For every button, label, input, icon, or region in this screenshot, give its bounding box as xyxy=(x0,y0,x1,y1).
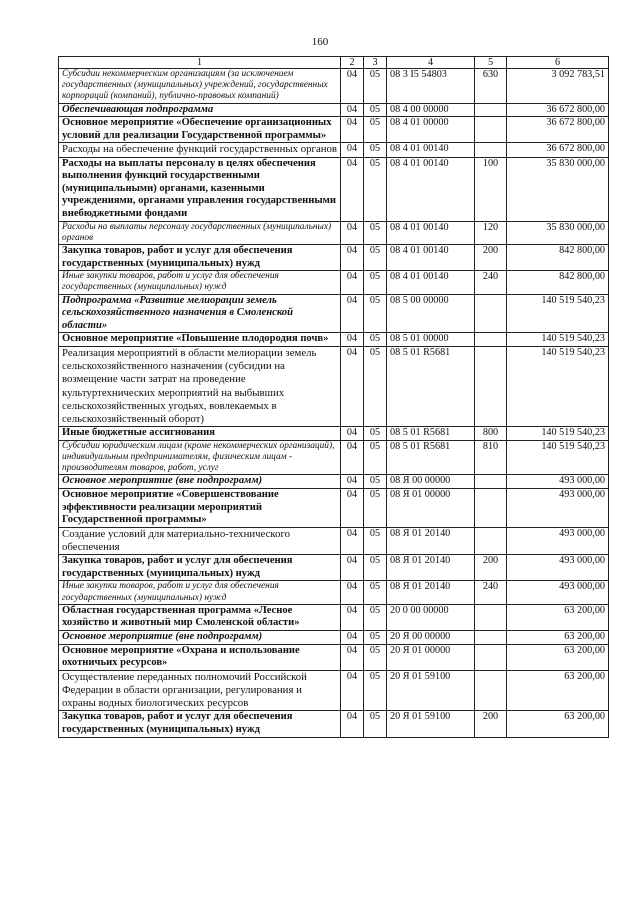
section-code-cell: 04 xyxy=(341,271,364,294)
amount-cell: 140 519 540,23 xyxy=(507,427,609,441)
target-article-cell: 08 Я 01 20140 xyxy=(387,527,475,554)
table-row xyxy=(59,527,609,554)
section-code-cell: 04 xyxy=(341,333,364,347)
table-row xyxy=(59,488,609,527)
subsection-code-cell: 05 xyxy=(364,488,387,527)
section-code-cell: 04 xyxy=(341,103,364,117)
row-name-cell: Субсидии некоммерческим организациям (за исключением государственных (муниципальных) учреждений, государственных корпораций (компаний), публично-правовых компаний) xyxy=(59,69,341,104)
row-name-cell: Обеспечивающая подпрограмма xyxy=(59,103,341,117)
target-article-cell: 08 4 00 00000 xyxy=(387,103,475,117)
subsection-code-cell: 05 xyxy=(364,527,387,554)
section-code-cell: 04 xyxy=(341,143,364,157)
row-name-cell: Основное мероприятие «Охрана и использование охотничьих ресурсов» xyxy=(59,644,341,670)
table-row xyxy=(59,271,609,294)
amount-cell: 63 200,00 xyxy=(507,711,609,737)
section-code-cell: 04 xyxy=(341,440,364,475)
expense-type-cell: 810 xyxy=(475,440,507,475)
section-code-cell: 04 xyxy=(341,630,364,644)
section-code-cell: 04 xyxy=(341,670,364,711)
amount-cell: 140 519 540,23 xyxy=(507,294,609,333)
row-name-cell: Основное мероприятие «Обеспечение организационных условий для реализации Государственной программы» xyxy=(59,117,341,143)
target-article-cell: 20 0 00 00000 xyxy=(387,604,475,630)
target-article-cell: 08 3 I5 54803 xyxy=(387,69,475,104)
section-code-cell: 04 xyxy=(341,244,364,270)
table-row xyxy=(59,294,609,333)
subsection-code-cell: 05 xyxy=(364,346,387,426)
subsection-code-cell: 05 xyxy=(364,427,387,441)
target-article-cell: 08 Я 01 00000 xyxy=(387,488,475,527)
row-name-cell: Субсидии юридическим лицам (кроме некоммерческих организаций), индивидуальным предпринимателям, физическим лицам - производителям товаров, работ, услуг xyxy=(59,440,341,475)
table-header-row xyxy=(59,57,609,69)
amount-cell: 63 200,00 xyxy=(507,644,609,670)
expense-type-cell xyxy=(475,527,507,554)
section-code-cell: 04 xyxy=(341,294,364,333)
expense-type-cell xyxy=(475,294,507,333)
budget-table xyxy=(58,56,609,738)
subsection-code-cell: 05 xyxy=(364,143,387,157)
table-body xyxy=(59,69,609,738)
row-name-cell: Создание условий для материально-технического обеспечения xyxy=(59,527,341,554)
target-article-cell: 08 4 01 00140 xyxy=(387,143,475,157)
row-name-cell: Закупка товаров, работ и услуг для обеспечения государственных (муниципальных) нужд xyxy=(59,244,341,270)
section-code-cell: 04 xyxy=(341,581,364,604)
subsection-code-cell: 05 xyxy=(364,440,387,475)
subsection-code-cell: 05 xyxy=(364,581,387,604)
table-row xyxy=(59,333,609,347)
target-article-cell: 08 4 01 00140 xyxy=(387,157,475,221)
section-code-cell: 04 xyxy=(341,604,364,630)
section-code-cell: 04 xyxy=(341,157,364,221)
expense-type-cell xyxy=(475,346,507,426)
section-code-cell: 04 xyxy=(341,221,364,244)
expense-type-cell: 200 xyxy=(475,711,507,737)
row-name-cell: Закупка товаров, работ и услуг для обеспечения государственных (муниципальных) нужд xyxy=(59,555,341,581)
target-article-cell: 20 Я 01 59100 xyxy=(387,670,475,711)
amount-cell: 140 519 540,23 xyxy=(507,333,609,347)
target-article-cell: 08 4 01 00140 xyxy=(387,244,475,270)
row-name-cell: Осуществление переданных полномочий Российской Федерации в области организации, регулирования и охраны водных биологических ресурсов xyxy=(59,670,341,711)
row-name-cell: Расходы на обеспечение функций государственных органов xyxy=(59,143,341,157)
target-article-cell: 08 4 01 00140 xyxy=(387,271,475,294)
target-article-cell: 08 Я 01 20140 xyxy=(387,581,475,604)
amount-cell: 35 830 000,00 xyxy=(507,221,609,244)
amount-cell: 493 000,00 xyxy=(507,555,609,581)
amount-cell: 63 200,00 xyxy=(507,670,609,711)
subsection-code-cell: 05 xyxy=(364,555,387,581)
row-name-cell: Расходы на выплаты персоналу в целях обеспечения выполнения функций государственными (муниципальными) органами, казенными учреждениями, органами управления государственными внебюджетными фондами xyxy=(59,157,341,221)
row-name-cell: Закупка товаров, работ и услуг для обеспечения государственных (муниципальных) нужд xyxy=(59,711,341,737)
subsection-code-cell: 05 xyxy=(364,475,387,489)
table-row xyxy=(59,711,609,737)
section-code-cell: 04 xyxy=(341,711,364,737)
amount-cell: 3 092 783,51 xyxy=(507,69,609,104)
table-row xyxy=(59,117,609,143)
table-row xyxy=(59,604,609,630)
expense-type-cell: 240 xyxy=(475,581,507,604)
expense-type-cell xyxy=(475,630,507,644)
row-name-cell: Основное мероприятие «Совершенствование эффективности реализации мероприятий Государственной программы» xyxy=(59,488,341,527)
target-article-cell: 08 5 01 R5681 xyxy=(387,346,475,426)
row-name-cell: Основное мероприятие (вне подпрограмм) xyxy=(59,475,341,489)
expense-type-cell: 200 xyxy=(475,244,507,270)
subsection-code-cell: 05 xyxy=(364,117,387,143)
row-name-cell: Основное мероприятие (вне подпрограмм) xyxy=(59,630,341,644)
row-name-cell: Иные закупки товаров, работ и услуг для обеспечения государственных (муниципальных) нужд xyxy=(59,271,341,294)
subsection-code-cell: 05 xyxy=(364,221,387,244)
column-header-6: 6 xyxy=(507,57,609,69)
row-name-cell: Подпрограмма «Развитие мелиорации земель сельскохозяйственного назначения в Смоленской области» xyxy=(59,294,341,333)
amount-cell: 140 519 540,23 xyxy=(507,346,609,426)
target-article-cell: 08 5 01 R5681 xyxy=(387,427,475,441)
target-article-cell: 08 5 01 00000 xyxy=(387,333,475,347)
table-row xyxy=(59,555,609,581)
column-header-4: 4 xyxy=(387,57,475,69)
expense-type-cell xyxy=(475,103,507,117)
expense-type-cell xyxy=(475,488,507,527)
subsection-code-cell: 05 xyxy=(364,670,387,711)
expense-type-cell xyxy=(475,475,507,489)
section-code-cell: 04 xyxy=(341,346,364,426)
table-row xyxy=(59,143,609,157)
table-row xyxy=(59,69,609,104)
amount-cell: 493 000,00 xyxy=(507,488,609,527)
expense-type-cell: 100 xyxy=(475,157,507,221)
table-row xyxy=(59,103,609,117)
amount-cell: 493 000,00 xyxy=(507,475,609,489)
expense-type-cell xyxy=(475,117,507,143)
column-header-1: 1 xyxy=(59,57,341,69)
amount-cell: 63 200,00 xyxy=(507,604,609,630)
row-name-cell: Областная государственная программа «Лесное хозяйство и животный мир Смоленской области» xyxy=(59,604,341,630)
amount-cell: 36 672 800,00 xyxy=(507,103,609,117)
amount-cell: 493 000,00 xyxy=(507,527,609,554)
target-article-cell: 08 5 01 R5681 xyxy=(387,440,475,475)
subsection-code-cell: 05 xyxy=(364,711,387,737)
subsection-code-cell: 05 xyxy=(364,103,387,117)
subsection-code-cell: 05 xyxy=(364,69,387,104)
column-header-2: 2 xyxy=(341,57,364,69)
expense-type-cell xyxy=(475,143,507,157)
subsection-code-cell: 05 xyxy=(364,604,387,630)
table-row xyxy=(59,440,609,475)
expense-type-cell: 630 xyxy=(475,69,507,104)
table-row xyxy=(59,157,609,221)
section-code-cell: 04 xyxy=(341,644,364,670)
section-code-cell: 04 xyxy=(341,488,364,527)
expense-type-cell: 120 xyxy=(475,221,507,244)
subsection-code-cell: 05 xyxy=(364,271,387,294)
expense-type-cell: 200 xyxy=(475,555,507,581)
subsection-code-cell: 05 xyxy=(364,630,387,644)
expense-type-cell: 800 xyxy=(475,427,507,441)
table-row xyxy=(59,670,609,711)
section-code-cell: 04 xyxy=(341,555,364,581)
subsection-code-cell: 05 xyxy=(364,333,387,347)
column-header-3: 3 xyxy=(364,57,387,69)
row-name-cell: Иные закупки товаров, работ и услуг для обеспечения государственных (муниципальных) нужд xyxy=(59,581,341,604)
section-code-cell: 04 xyxy=(341,117,364,143)
section-code-cell: 04 xyxy=(341,69,364,104)
table-row xyxy=(59,475,609,489)
amount-cell: 36 672 800,00 xyxy=(507,143,609,157)
target-article-cell: 20 Я 01 00000 xyxy=(387,644,475,670)
expense-type-cell: 240 xyxy=(475,271,507,294)
amount-cell: 842 800,00 xyxy=(507,244,609,270)
table-row xyxy=(59,221,609,244)
amount-cell: 63 200,00 xyxy=(507,630,609,644)
section-code-cell: 04 xyxy=(341,527,364,554)
page-number: 160 xyxy=(311,36,329,48)
amount-cell: 140 519 540,23 xyxy=(507,440,609,475)
table-row xyxy=(59,630,609,644)
table-row xyxy=(59,644,609,670)
row-name-cell: Иные бюджетные ассигнования xyxy=(59,427,341,441)
expense-type-cell xyxy=(475,644,507,670)
table-row xyxy=(59,346,609,426)
target-article-cell: 08 Я 01 20140 xyxy=(387,555,475,581)
subsection-code-cell: 05 xyxy=(364,157,387,221)
table-row xyxy=(59,427,609,441)
row-name-cell: Основное мероприятие «Повышение плодородия почв» xyxy=(59,333,341,347)
subsection-code-cell: 05 xyxy=(364,644,387,670)
row-name-cell: Реализация мероприятий в области мелиорации земель сельскохозяйственного назначения (субсидии на возмещение части затрат на проведение культуртехнических мероприятий на выбывших сельскохозяйственных угодьях, вовлекаемых в сельскохозяйственный оборот) xyxy=(59,346,341,426)
subsection-code-cell: 05 xyxy=(364,244,387,270)
target-article-cell: 20 Я 00 00000 xyxy=(387,630,475,644)
target-article-cell: 20 Я 01 59100 xyxy=(387,711,475,737)
target-article-cell: 08 Я 00 00000 xyxy=(387,475,475,489)
amount-cell: 36 672 800,00 xyxy=(507,117,609,143)
amount-cell: 842 800,00 xyxy=(507,271,609,294)
subsection-code-cell: 05 xyxy=(364,294,387,333)
section-code-cell: 04 xyxy=(341,427,364,441)
table-row xyxy=(59,244,609,270)
amount-cell: 493 000,00 xyxy=(507,581,609,604)
expense-type-cell xyxy=(475,604,507,630)
target-article-cell: 08 4 01 00140 xyxy=(387,221,475,244)
row-name-cell: Расходы на выплаты персоналу государственных (муниципальных) органов xyxy=(59,221,341,244)
column-header-5: 5 xyxy=(475,57,507,69)
target-article-cell: 08 4 01 00000 xyxy=(387,117,475,143)
table-row xyxy=(59,581,609,604)
amount-cell: 35 830 000,00 xyxy=(507,157,609,221)
expense-type-cell xyxy=(475,333,507,347)
target-article-cell: 08 5 00 00000 xyxy=(387,294,475,333)
expense-type-cell xyxy=(475,670,507,711)
section-code-cell: 04 xyxy=(341,475,364,489)
